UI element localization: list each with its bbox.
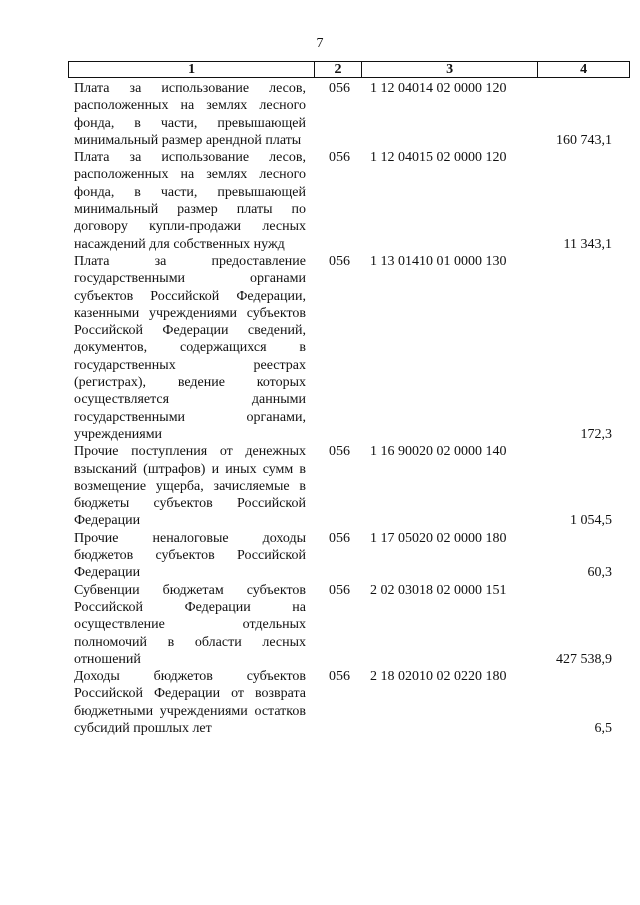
row-admin-code: 056 — [329, 669, 350, 685]
row-admin-code: 056 — [329, 530, 350, 546]
row-amount: 6,5 — [594, 720, 612, 736]
row-amount: 1 054,5 — [570, 513, 612, 529]
header-col-2: 2 — [315, 62, 362, 77]
table-row — [68, 149, 630, 253]
row-amount: 172,3 — [580, 426, 612, 442]
row-amount-cell — [539, 443, 630, 529]
page-number: 7 — [316, 36, 324, 51]
table-header — [68, 61, 630, 78]
table-row — [68, 80, 630, 149]
row-budget-code: 1 17 05020 02 0000 180 — [370, 530, 507, 546]
row-amount: 11 343,1 — [563, 236, 612, 252]
row-admin-code: 056 — [329, 582, 350, 598]
row-name: Плата за использование лесов, расположенных на землях лесного фонда, в части, превышающей минимальный размер арендной платы — [74, 81, 306, 148]
header-col-4: 4 — [580, 62, 588, 77]
row-amount: 427 538,9 — [556, 651, 612, 667]
table-body — [68, 80, 630, 737]
row-amount-cell — [539, 149, 630, 253]
table-row — [68, 530, 630, 582]
row-amount-cell — [539, 253, 630, 443]
header-col-1: 1 — [69, 62, 315, 77]
table-row — [68, 582, 630, 668]
row-admin-code: 056 — [329, 150, 350, 166]
header-col-3: 3 — [362, 62, 538, 77]
row-budget-code: 1 12 04014 02 0000 120 — [370, 81, 507, 96]
row-admin-code: 056 — [329, 253, 350, 269]
row-amount-cell — [539, 80, 630, 149]
table-row — [68, 443, 630, 529]
row-admin-code: 056 — [329, 444, 350, 460]
row-name: Плата за предоставление государственными органами субъектов Российской Федерации, казенными учреждениями субъектов Российской Федерации сведений, документов, содержащихся в государственных реестрах (регистрах), ведение которых осуществляется данными государственными органами, учреждениями — [74, 253, 306, 442]
row-name: Субвенции бюджетам субъектов Российской Федерации на осуществление отдельных полномочий в области лесных отношений — [74, 582, 306, 667]
row-budget-code: 1 12 04015 02 0000 120 — [370, 150, 507, 166]
table-row — [68, 668, 630, 737]
row-amount-cell — [539, 582, 630, 668]
table-row — [68, 253, 630, 443]
row-amount-cell — [539, 530, 630, 582]
row-budget-code: 2 18 02010 02 0220 180 — [370, 669, 507, 685]
row-name: Доходы бюджетов субъектов Российской Федерации от возврата бюджетными учреждениями остатков субсидий прошлых лет — [74, 669, 306, 736]
row-name: Прочие неналоговые доходы бюджетов субъектов Российской Федерации — [74, 530, 306, 581]
row-budget-code: 1 13 01410 01 0000 130 — [370, 253, 507, 269]
row-amount: 160 743,1 — [556, 132, 612, 148]
row-amount: 60,3 — [587, 565, 612, 581]
row-admin-code: 056 — [329, 81, 350, 96]
row-budget-code: 2 02 03018 02 0000 151 — [370, 582, 507, 598]
row-name: Прочие поступления от денежных взысканий (штрафов) и иных сумм в возмещение ущерба, зачисляемые в бюджеты субъектов Российской Федерации — [74, 444, 306, 529]
row-budget-code: 1 16 90020 02 0000 140 — [370, 444, 507, 460]
row-name: Плата за использование лесов, расположенных на землях лесного фонда, в части, превышающей минимальный размер платы по договору купли-продажи лесных насаждений для собственных нужд — [74, 150, 306, 252]
row-amount-cell — [539, 668, 630, 737]
